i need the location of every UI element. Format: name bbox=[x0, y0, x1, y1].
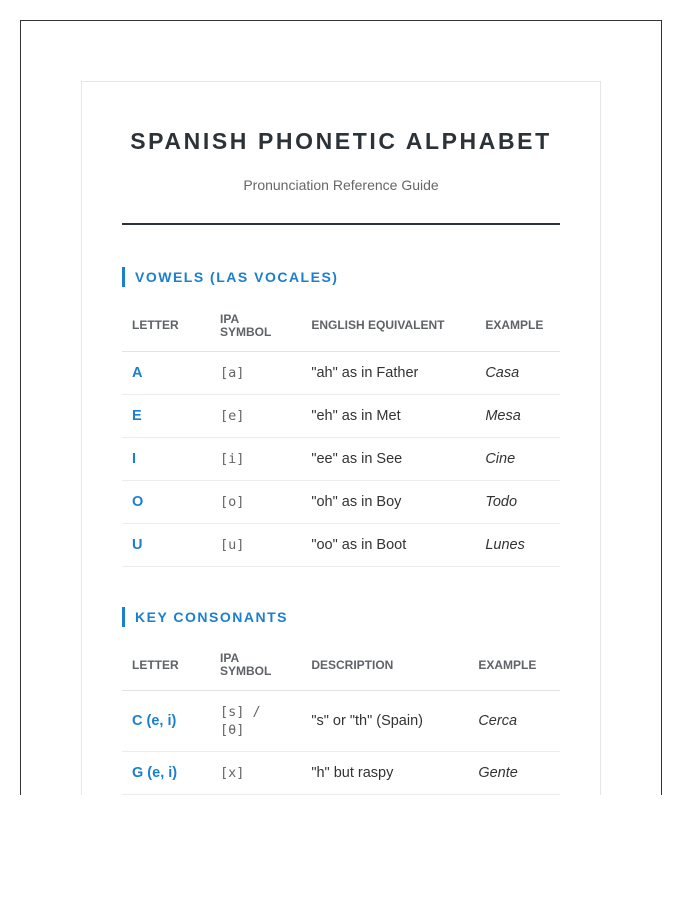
example-cell: Mesa bbox=[475, 394, 560, 437]
letter-cell: G (e, i) bbox=[122, 752, 210, 795]
column-header: IPA SYMBOL bbox=[210, 301, 301, 351]
column-header: DESCRIPTION bbox=[301, 641, 468, 691]
letter-cell: O bbox=[122, 480, 210, 523]
example-cell: Todo bbox=[475, 480, 560, 523]
ipa-cell: [e] bbox=[210, 394, 301, 437]
table-row bbox=[122, 394, 560, 437]
divider bbox=[122, 223, 560, 225]
ipa-cell: [i] bbox=[210, 437, 301, 480]
description-cell: "oh" as in Boy bbox=[301, 480, 475, 523]
letter-cell: C (e, i) bbox=[122, 691, 210, 752]
description-cell: "ah" as in Father bbox=[301, 351, 475, 394]
letter-cell: U bbox=[122, 523, 210, 566]
ipa-cell: [s] / [θ] bbox=[210, 691, 301, 752]
page-subtitle: Pronunciation Reference Guide bbox=[243, 177, 439, 193]
example-cell: Casa bbox=[475, 351, 560, 394]
page-title: SPANISH PHONETIC ALPHABET bbox=[130, 128, 552, 154]
column-header: EXAMPLE bbox=[468, 641, 560, 691]
ipa-cell: [a] bbox=[210, 351, 301, 394]
example-cell: Gente bbox=[468, 752, 560, 795]
column-header: ENGLISH EQUIVALENT bbox=[301, 301, 475, 351]
example-cell: Lunes bbox=[475, 523, 560, 566]
table-row bbox=[122, 437, 560, 480]
ipa-cell: [u] bbox=[210, 523, 301, 566]
example-cell: Cine bbox=[475, 437, 560, 480]
description-cell: "eh" as in Met bbox=[301, 394, 475, 437]
section-heading-vowels: VOWELS (LAS VOCALES) bbox=[122, 267, 560, 287]
description-cell: "oo" as in Boot bbox=[301, 523, 475, 566]
table-row bbox=[122, 752, 560, 795]
description-cell: "ee" as in See bbox=[301, 437, 475, 480]
column-header: LETTER bbox=[122, 301, 210, 351]
ipa-cell: [o] bbox=[210, 480, 301, 523]
page-frame bbox=[20, 20, 662, 795]
table-row bbox=[122, 351, 560, 394]
table-row bbox=[122, 691, 560, 752]
ipa-cell: [x] bbox=[210, 752, 301, 795]
description-cell: "s" or "th" (Spain) bbox=[301, 691, 468, 752]
letter-cell: E bbox=[122, 394, 210, 437]
table-row bbox=[122, 523, 560, 566]
consonants-table bbox=[122, 641, 560, 796]
document-card bbox=[81, 81, 601, 795]
column-header: LETTER bbox=[122, 641, 210, 691]
letter-cell: I bbox=[122, 437, 210, 480]
description-cell: "h" but raspy bbox=[301, 752, 468, 795]
section-heading-consonants: KEY CONSONANTS bbox=[122, 607, 560, 627]
table-row bbox=[122, 480, 560, 523]
column-header: EXAMPLE bbox=[475, 301, 560, 351]
letter-cell: A bbox=[122, 351, 210, 394]
vowels-table bbox=[122, 301, 560, 567]
column-header: IPA SYMBOL bbox=[210, 641, 301, 691]
example-cell: Cerca bbox=[468, 691, 560, 752]
